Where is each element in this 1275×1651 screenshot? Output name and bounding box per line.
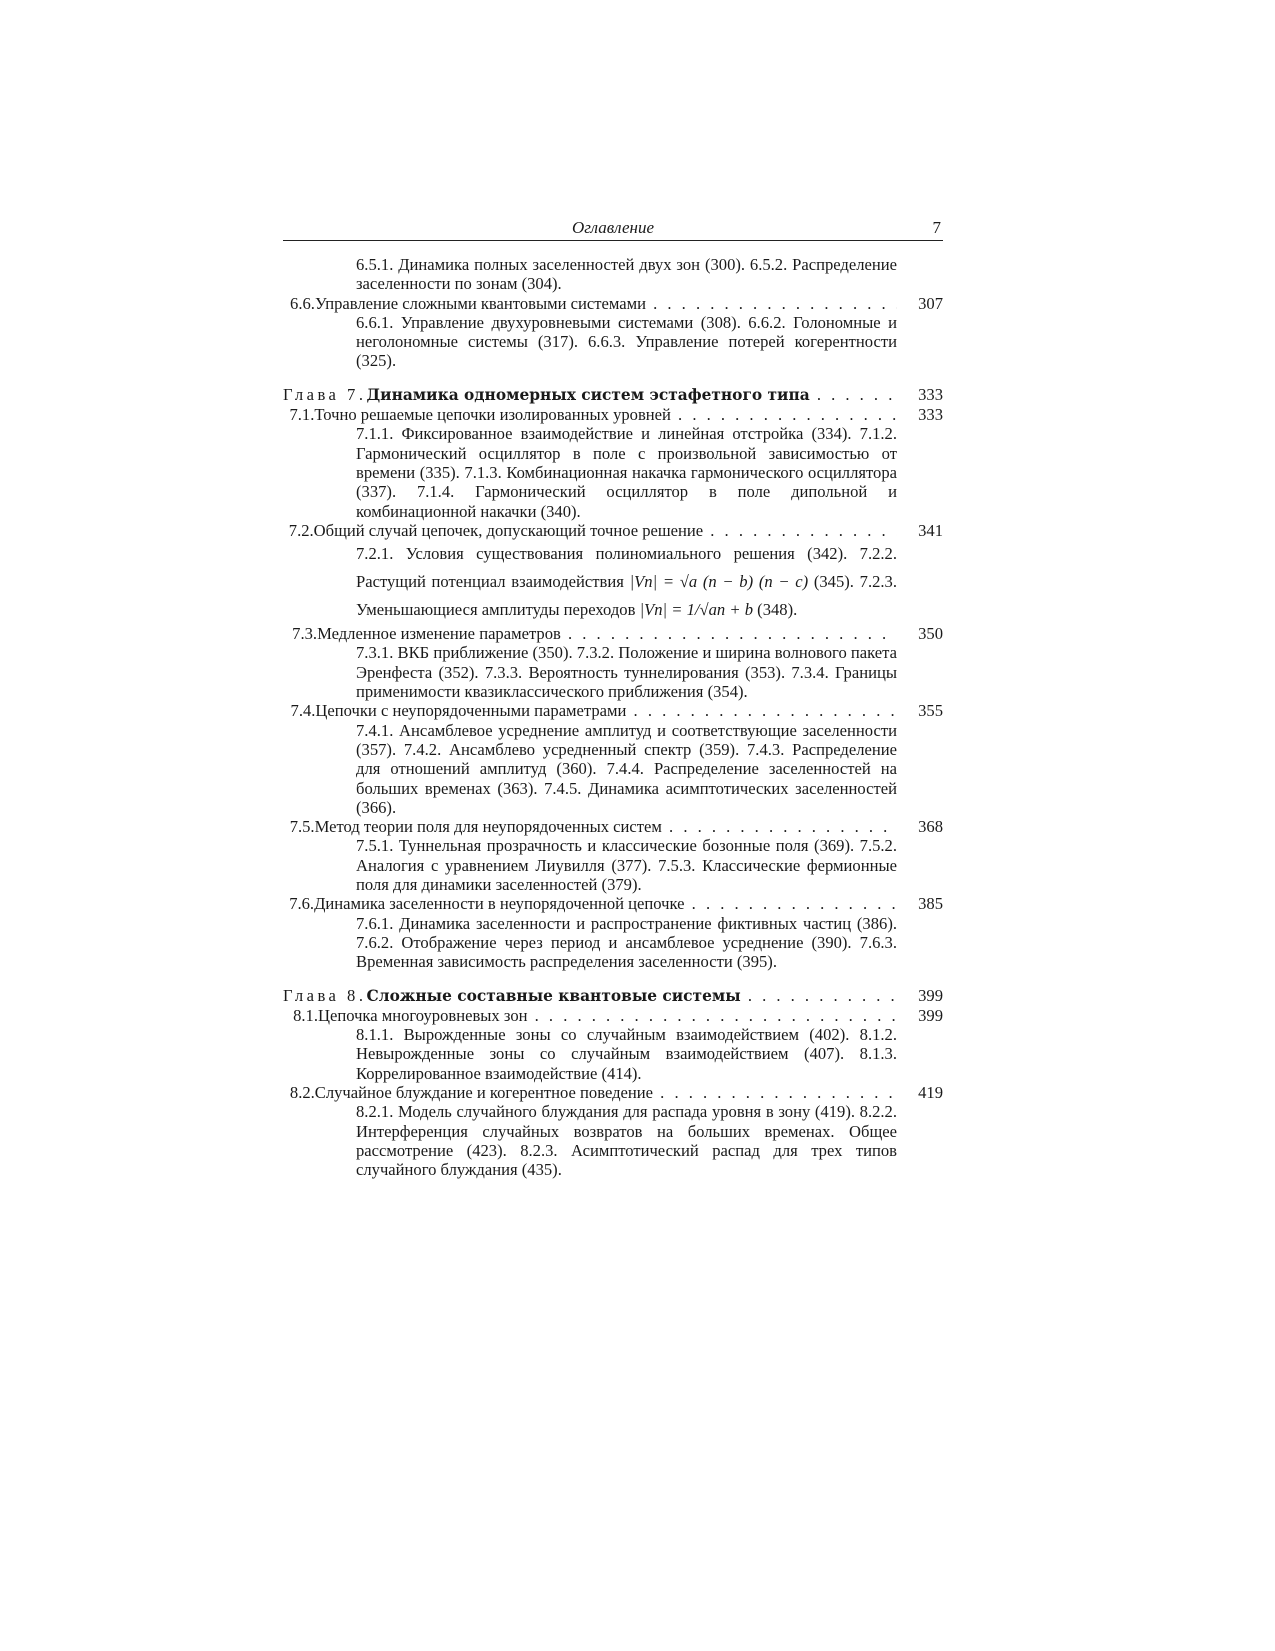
section-number: 7.4.	[290, 701, 316, 721]
subsection-text: (345). 7.2.3. Уменьшающиеся амплитуды переходов	[356, 572, 897, 620]
section-number: 7.6.	[289, 894, 315, 914]
subsection-text: 7.1.1. Фиксированное взаимодействие и линейная отстройка (334). 7.1.2. Гармонический осциллятор в поле с произвольной зависимостью от времени (335). 7.1.3. Комбинационная накачка гармонического осциллятора (337). 7.1.4. Гармонический осциллятор в поле дипольной и комбинационной накачки (340).	[356, 424, 897, 521]
chapter-7	[283, 385, 943, 972]
section-page: 419	[918, 1082, 943, 1102]
running-title: Оглавление	[571, 218, 655, 237]
subsection-text: 6.5.1. Динамика полных заселенностей двух зон (300). 6.5.2. Распределение заселенности по зонам (304).	[356, 255, 897, 294]
section-number: 8.1.	[293, 1005, 318, 1025]
chapter-title-wrap	[366, 986, 897, 1006]
chapter-label: Глава 7.	[283, 384, 367, 404]
section-page: 385	[918, 894, 943, 914]
section-page: 399	[918, 1005, 943, 1025]
subsection-text: 6.6.1. Управление двухуровневыми системами (308). 6.6.2. Голономные и неголономные системы (317). 6.6.3. Управление потерей когерентности (325).	[356, 312, 897, 371]
section-title: Случайное блуждание и когерентное поведение . . .	[315, 1083, 897, 1102]
toc-section-row[interactable]	[283, 1006, 943, 1025]
section-number: 7.2.	[288, 520, 314, 540]
chapter-title: Динамика одномерных систем эстафетного типа	[366, 385, 810, 404]
section-page: 333	[918, 405, 943, 425]
table-of-contents	[283, 255, 943, 1179]
section-title: Точно решаемые цепочки изолированных уровней . . .	[314, 405, 897, 424]
subsection-text: 7.2.1. Условия существования полиномиального решения (342). 7.2.2. Растущий потенциал взаимодействия	[356, 544, 897, 592]
chapter-page: 333	[918, 384, 943, 404]
section-title: Метод теории поля для неупорядоченных систем . . .	[315, 817, 897, 836]
toc-page	[283, 208, 943, 1179]
toc-section-row[interactable]	[283, 817, 943, 836]
subsection-text: 8.2.1. Модель случайного блуждания для распада уровня в зону (419). 8.2.2. Интерференция случайных возвратов на больших временах. Общее рассмотрение (423). 8.2.3. Асимптотический распад для трех типов случайного блуждания (435).	[356, 1102, 897, 1180]
subsection-text: 7.3.1. ВКБ приближение (350). 7.3.2. Положение и ширина волнового пакета Эренфеста (352). 7.3.3. Вероятность туннелирования (353). 7.3.4. Границы применимости квазиклассического приближения (354).	[356, 643, 897, 702]
toc-section-row[interactable]	[283, 624, 943, 643]
page-number: 7	[932, 218, 941, 237]
subsection-text: 8.1.1. Вырожденные зоны со случайным взаимодействием (402). 8.1.2. Невырожденные зоны со случайным взаимодействием (407). 8.1.3. Коррелированное взаимодействие (414).	[356, 1025, 897, 1083]
toc-section-row[interactable]	[283, 294, 943, 313]
toc-section-row[interactable]	[283, 1083, 943, 1102]
running-header	[283, 208, 943, 241]
section-number: 7.5.	[289, 817, 315, 837]
subsection-text: 7.6.1. Динамика заселенности и распространение фиктивных частиц (386). 7.6.2. Отображение через период и ансамблевое усреднение (390). 7.6.3. Временная зависимость распределения заселенности (395).	[356, 913, 897, 972]
chapter-label: Глава 8.	[283, 985, 367, 1005]
toc-section-row[interactable]	[283, 521, 943, 540]
toc-section-row[interactable]	[283, 701, 943, 720]
section-title: Медленное изменение параметров . . .	[317, 624, 897, 643]
subsection-text-with-formulas	[356, 540, 897, 624]
toc-chapter-row[interactable]	[283, 986, 943, 1006]
section-page: 350	[918, 624, 943, 644]
section-page: 307	[918, 293, 943, 313]
section-title: Цепочка многоуровневых зон . . .	[318, 1006, 897, 1025]
section-number: 8.2.	[289, 1082, 315, 1102]
section-title: Управление сложными квантовыми системами . . .	[315, 294, 897, 313]
toc-section-row[interactable]	[283, 405, 943, 424]
subsection-text: 7.4.1. Ансамблевое усреднение амплитуд и соответствующие заселенности (357). 7.4.2. Ансамблево усредненный спектр (359). 7.4.3. Распределение для отношений амплитуд (360). 7.4.4. Распределение заселенностей на больших временах (363). 7.4.5. Динамика асимптотических заселенностей (366).	[356, 720, 897, 817]
section-title: Общий случай цепочек, допускающий точное решение . . .	[314, 521, 897, 540]
subsection-text: (348).	[757, 600, 798, 620]
section-page: 368	[918, 817, 943, 837]
toc-chapter-row[interactable]	[283, 385, 943, 405]
section-page: 355	[918, 701, 943, 721]
subsection-text: 7.5.1. Туннельная прозрачность и классические бозонные поля (369). 7.5.2. Аналогия с уравнением Лиувилля (377). 7.5.3. Классические фермионные поля для динамики заселенностей (379).	[356, 836, 897, 895]
chapter-8	[283, 986, 943, 1180]
toc-section-row[interactable]	[283, 894, 943, 913]
section-title: Динамика заселенности в неупорядоченной цепочке . . .	[314, 894, 897, 913]
formula-potential: |Vn| = √a (n − b) (n − c)	[629, 572, 809, 592]
chapter-page: 399	[918, 985, 943, 1005]
section-number: 7.1.	[289, 405, 315, 425]
formula-amplitude: |Vn| = 1/√an + b	[639, 600, 754, 620]
section-page: 341	[918, 520, 943, 540]
section-title: Цепочки с неупорядоченными параметрами . . .	[315, 701, 897, 720]
chapter-title-wrap	[366, 385, 897, 405]
section-number: 7.3.	[292, 624, 318, 644]
section-number: 6.6.	[290, 293, 315, 313]
chapter-6-continuation	[283, 255, 943, 371]
chapter-title: Сложные составные квантовые системы	[366, 986, 741, 1005]
